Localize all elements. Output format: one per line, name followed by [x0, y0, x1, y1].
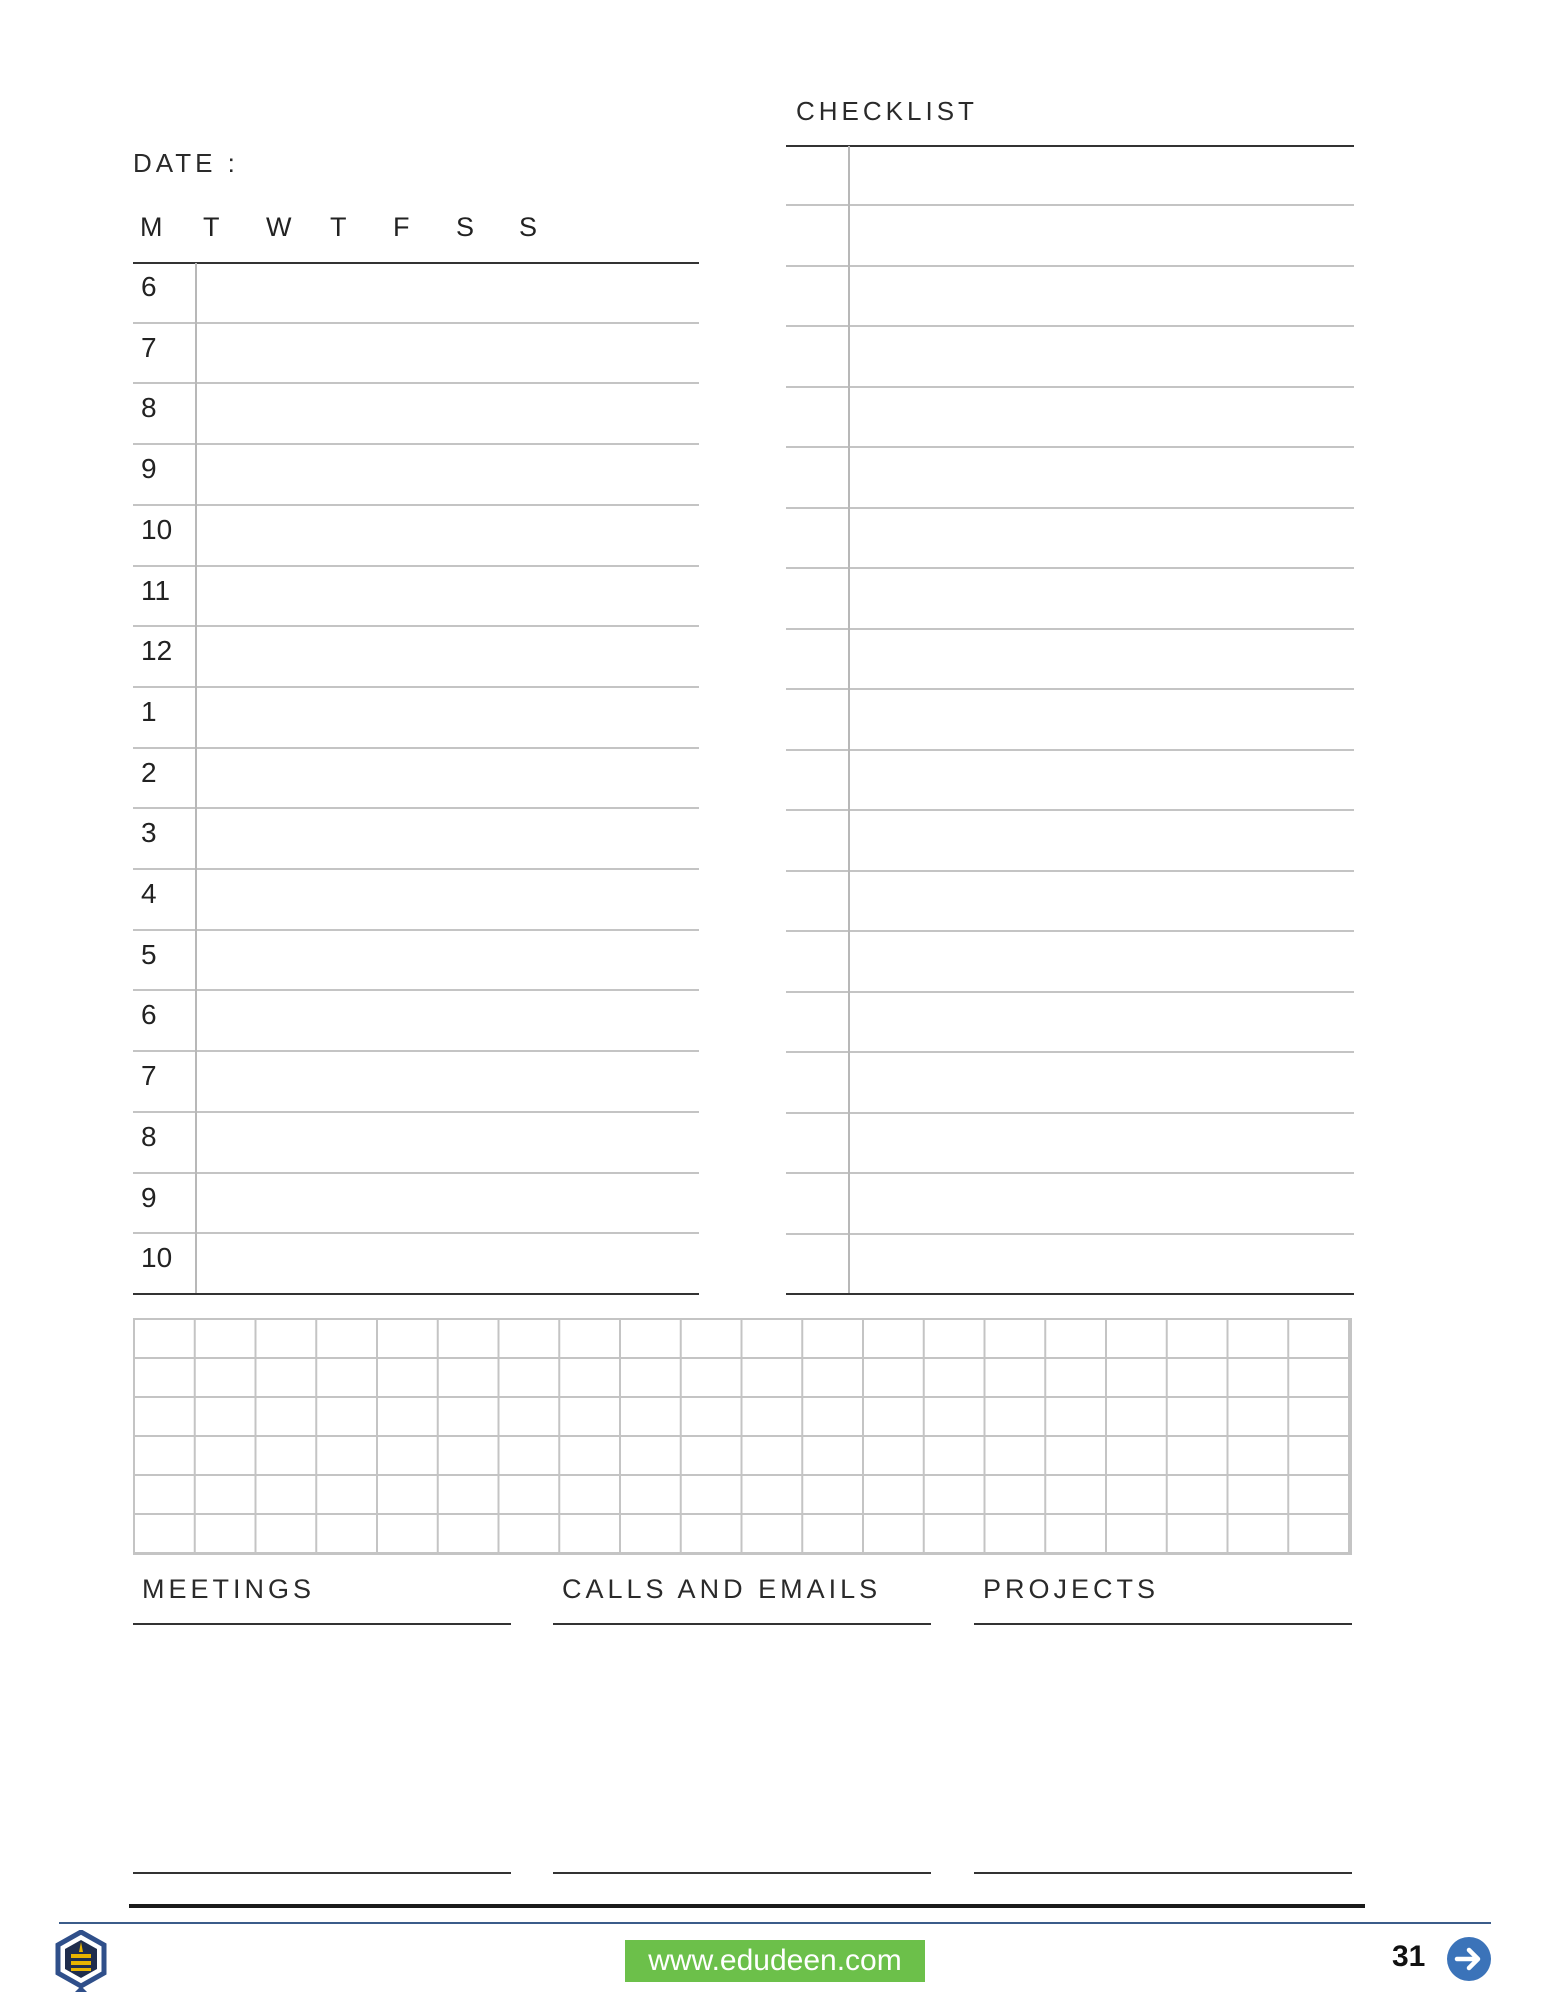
- checkbox-cell[interactable]: [786, 1235, 848, 1295]
- meetings-area[interactable]: [133, 1627, 511, 1871]
- checkbox-cell[interactable]: [786, 569, 848, 629]
- checklist-row[interactable]: [786, 1174, 1354, 1234]
- checklist-row[interactable]: [786, 509, 1354, 569]
- date-label: DATE :: [133, 148, 239, 178]
- hour-label: 10: [141, 513, 173, 545]
- schedule-row[interactable]: [133, 384, 699, 445]
- edudeen-logo-icon: [55, 1930, 107, 1997]
- page-bottom-rule: [129, 1904, 1365, 1908]
- checklist-row[interactable]: [786, 327, 1354, 387]
- weekday-mon[interactable]: M: [140, 212, 163, 242]
- checkbox-cell[interactable]: [786, 146, 848, 206]
- calls-emails-top-rule: [553, 1623, 931, 1625]
- schedule-row[interactable]: [133, 324, 699, 385]
- schedule-row[interactable]: [133, 991, 699, 1052]
- checklist-row[interactable]: [786, 872, 1354, 932]
- checklist-row[interactable]: [786, 1053, 1354, 1113]
- schedule-row[interactable]: [133, 506, 699, 567]
- hour-label: 8: [141, 1120, 157, 1152]
- meetings-bottom-rule: [133, 1872, 511, 1874]
- schedule-row[interactable]: [133, 870, 699, 931]
- row-divider: [786, 1293, 1354, 1295]
- checkbox-cell[interactable]: [786, 932, 848, 992]
- hour-label: 2: [141, 756, 157, 788]
- weekday-thu[interactable]: T: [330, 212, 347, 242]
- schedule-row[interactable]: [133, 688, 699, 749]
- checkbox-cell[interactable]: [786, 388, 848, 448]
- checkbox-cell[interactable]: [786, 872, 848, 932]
- checkbox-column-divider: [848, 146, 850, 1293]
- schedule-row[interactable]: [133, 809, 699, 870]
- checklist-row[interactable]: [786, 1235, 1354, 1295]
- calls-emails-bottom-rule: [553, 1872, 931, 1874]
- projects-area[interactable]: [974, 1627, 1352, 1871]
- checklist: [786, 146, 1354, 1295]
- checklist-row[interactable]: [786, 932, 1354, 992]
- checkbox-cell[interactable]: [786, 267, 848, 327]
- hour-label: 4: [141, 878, 157, 910]
- checkbox-cell[interactable]: [786, 690, 848, 750]
- checkbox-cell[interactable]: [786, 509, 848, 569]
- checklist-row[interactable]: [786, 206, 1354, 266]
- checkbox-cell[interactable]: [786, 1053, 848, 1113]
- checklist-row[interactable]: [786, 690, 1354, 750]
- hour-label: 6: [141, 999, 157, 1031]
- projects-title: PROJECTS: [983, 1574, 1160, 1604]
- meetings-top-rule: [133, 1623, 511, 1625]
- projects-bottom-rule: [974, 1872, 1352, 1874]
- hourly-schedule: [133, 263, 699, 1295]
- hour-column-divider: [195, 263, 197, 1293]
- schedule-row[interactable]: [133, 931, 699, 992]
- schedule-row[interactable]: [133, 1113, 699, 1174]
- meetings-title: MEETINGS: [142, 1574, 316, 1604]
- hour-label: 7: [141, 1060, 157, 1092]
- schedule-row[interactable]: [133, 445, 699, 506]
- checkbox-cell[interactable]: [786, 327, 848, 387]
- hour-label: 5: [141, 938, 157, 970]
- hour-label: 3: [141, 817, 157, 849]
- footer-rule: [59, 1922, 1491, 1924]
- checkbox-cell[interactable]: [786, 751, 848, 811]
- checklist-row[interactable]: [786, 1114, 1354, 1174]
- checkbox-cell[interactable]: [786, 1114, 848, 1174]
- weekday-wed[interactable]: W: [266, 212, 292, 242]
- weekday-sat[interactable]: S: [456, 212, 475, 242]
- hour-label: 6: [141, 271, 157, 302]
- schedule-row[interactable]: [133, 263, 699, 324]
- checklist-row[interactable]: [786, 569, 1354, 629]
- hour-label: 1: [141, 695, 157, 727]
- checkbox-cell[interactable]: [786, 448, 848, 508]
- schedule-row[interactable]: [133, 627, 699, 688]
- checklist-row[interactable]: [786, 267, 1354, 327]
- checklist-row[interactable]: [786, 388, 1354, 448]
- checklist-row[interactable]: [786, 630, 1354, 690]
- schedule-row[interactable]: [133, 1174, 699, 1235]
- hour-label: 11: [141, 574, 171, 606]
- weekday-fri[interactable]: F: [393, 212, 410, 242]
- checklist-row[interactable]: [786, 751, 1354, 811]
- row-divider: [133, 1293, 699, 1295]
- weekday-tue[interactable]: T: [203, 212, 220, 242]
- schedule-row[interactable]: [133, 567, 699, 628]
- page-number: 31: [1392, 1940, 1426, 1973]
- calls-emails-area[interactable]: [553, 1627, 931, 1871]
- hour-label: 9: [141, 453, 157, 485]
- checkbox-cell[interactable]: [786, 1174, 848, 1234]
- schedule-row[interactable]: [133, 1234, 699, 1295]
- schedule-row[interactable]: [133, 1052, 699, 1113]
- hour-label: 10: [141, 1242, 173, 1274]
- hour-label: 9: [141, 1181, 157, 1213]
- checkbox-cell[interactable]: [786, 811, 848, 871]
- hour-label: 7: [141, 331, 157, 363]
- hour-label: 12: [141, 635, 173, 667]
- checklist-row[interactable]: [786, 993, 1354, 1053]
- arrow-right-circle-icon[interactable]: [1446, 1936, 1492, 1987]
- checklist-row[interactable]: [786, 448, 1354, 508]
- hour-label: 8: [141, 392, 157, 424]
- calls-emails-title: CALLS AND EMAILS: [562, 1574, 882, 1604]
- notes-grid[interactable]: [133, 1318, 1352, 1555]
- projects-top-rule: [974, 1623, 1352, 1625]
- checkbox-cell[interactable]: [786, 993, 848, 1053]
- website-link[interactable]: www.edudeen.com: [625, 1940, 925, 1982]
- checklist-row[interactable]: [786, 146, 1354, 206]
- checkbox-cell[interactable]: [786, 206, 848, 266]
- checklist-label: CHECKLIST: [796, 96, 978, 126]
- weekday-sun[interactable]: S: [519, 212, 538, 242]
- checkbox-cell[interactable]: [786, 630, 848, 690]
- checklist-row[interactable]: [786, 811, 1354, 871]
- schedule-row[interactable]: [133, 749, 699, 810]
